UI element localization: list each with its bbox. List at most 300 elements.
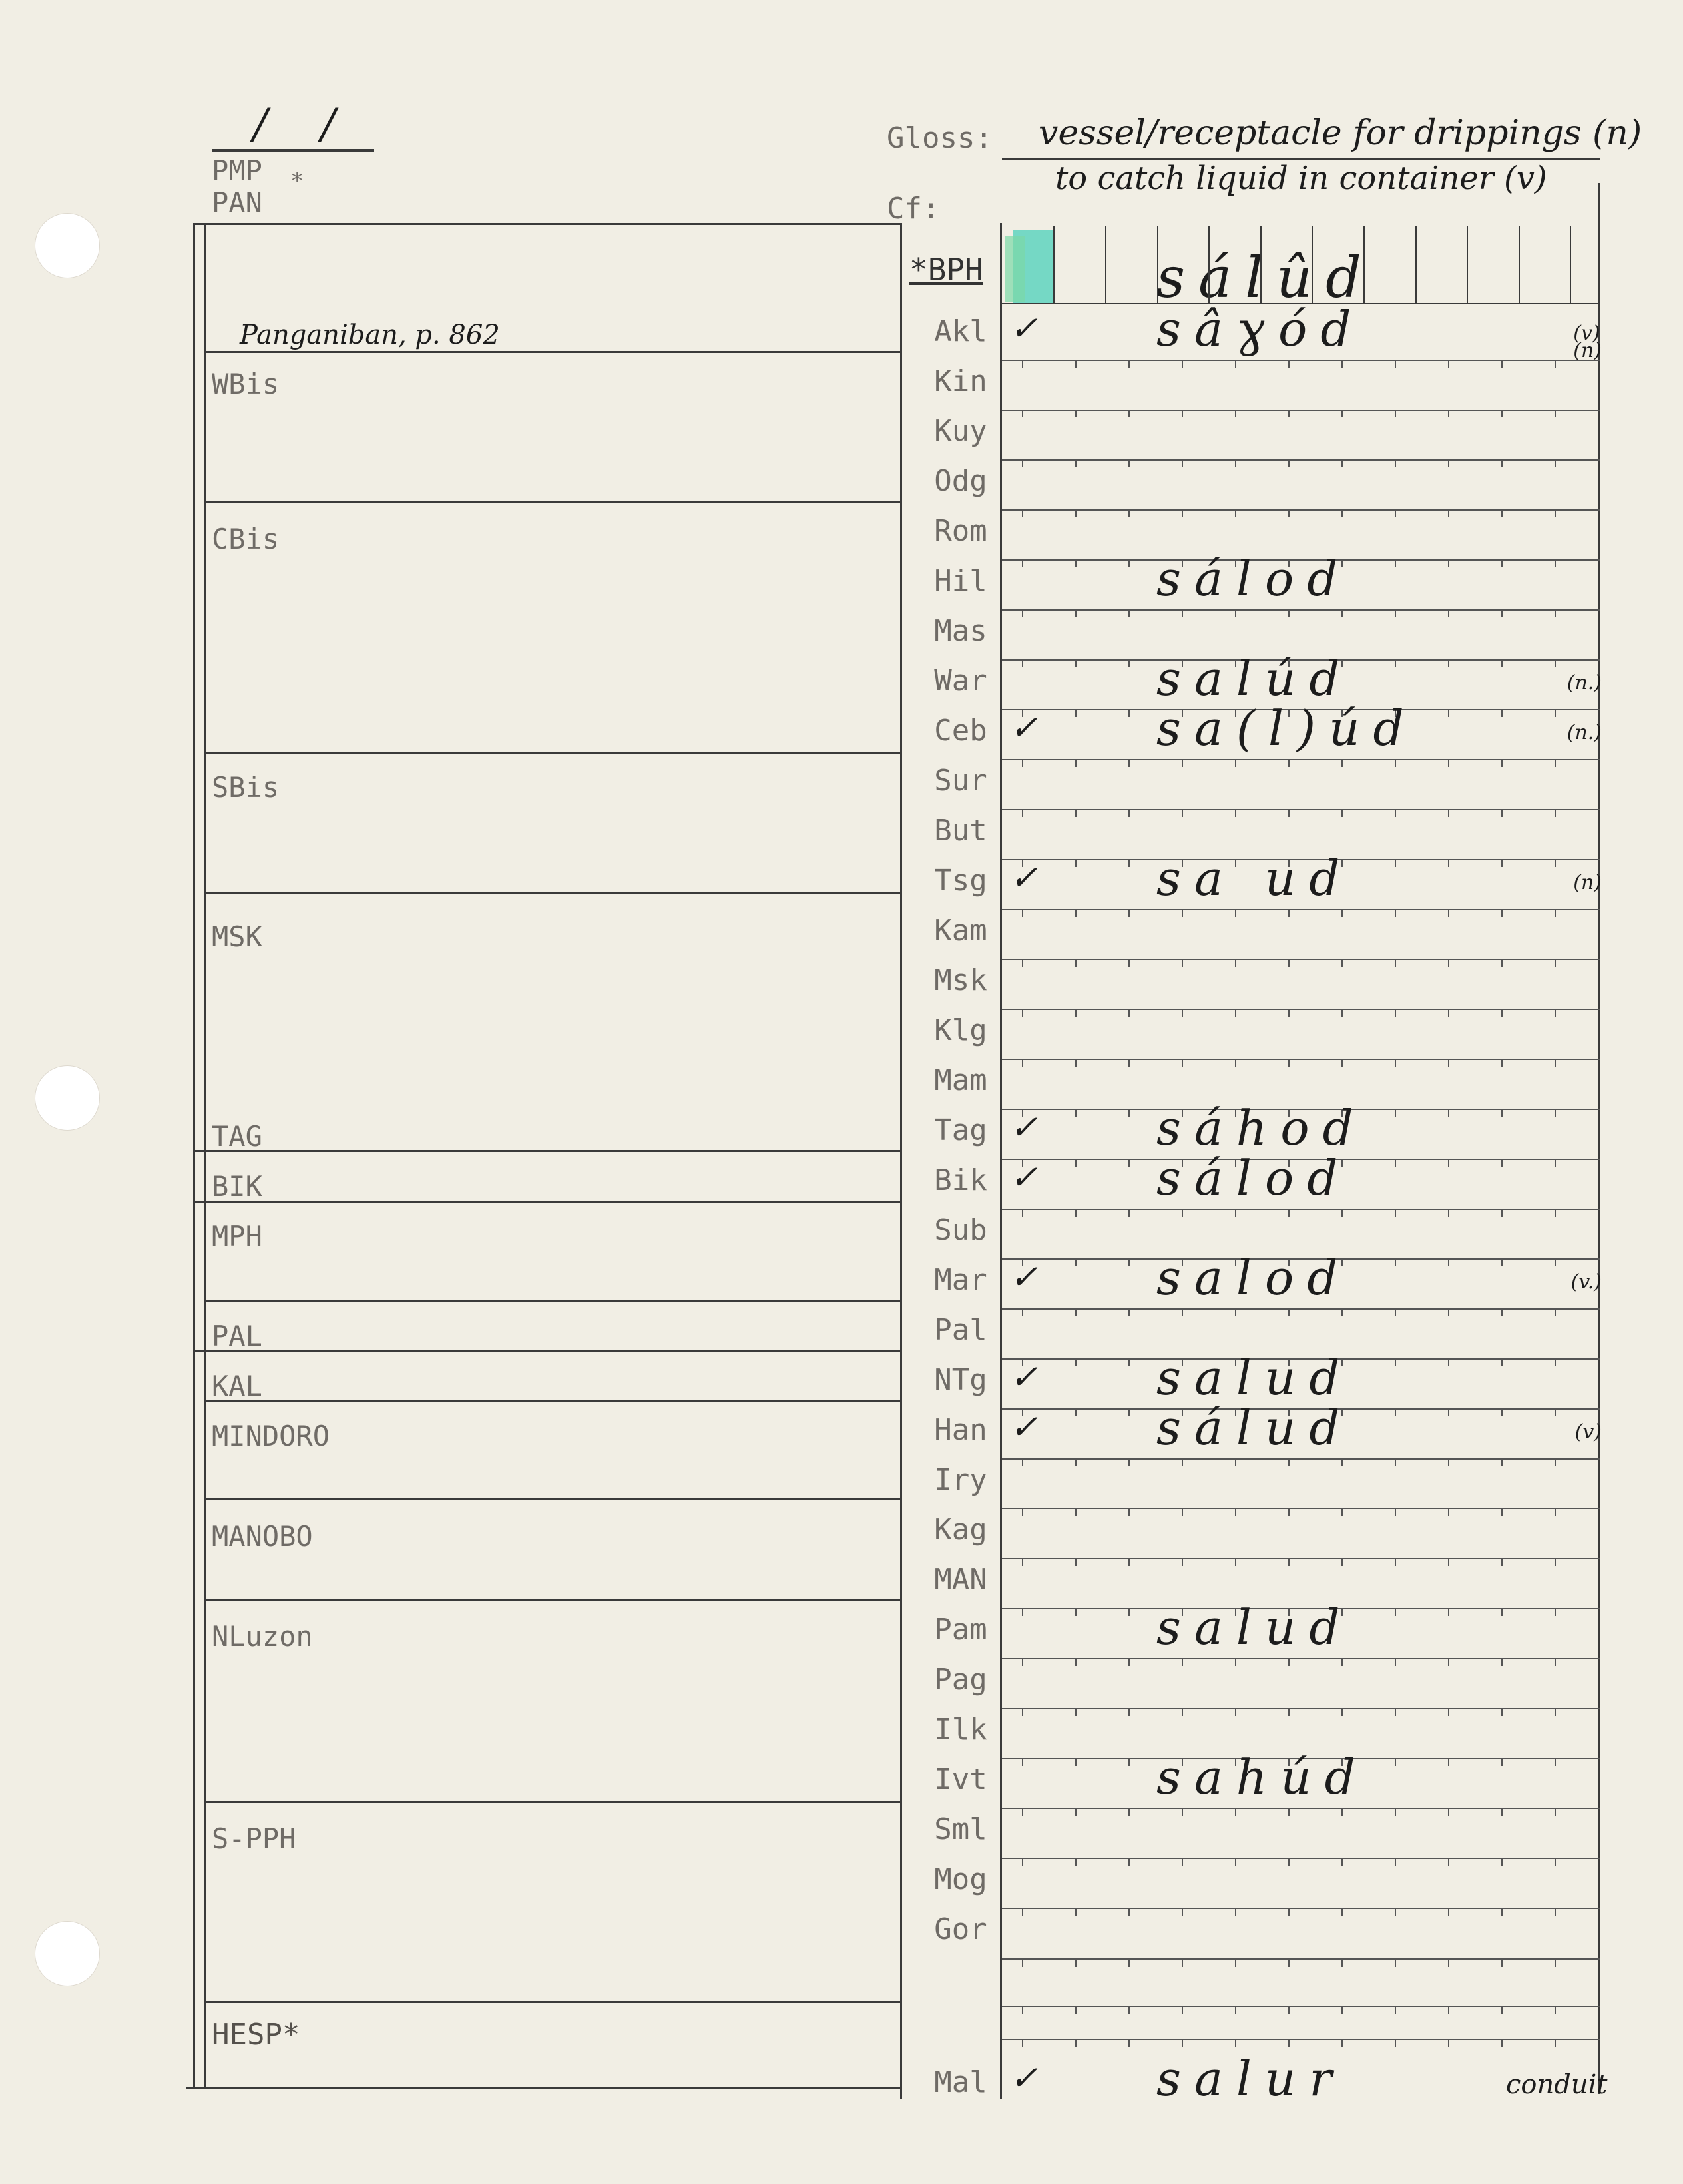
- row-tick: [1235, 509, 1236, 517]
- row-tick: [1182, 1908, 1183, 1916]
- row-rule: [1002, 809, 1600, 810]
- reflex-form: sálud: [1156, 1400, 1353, 1456]
- section-label-pal: PAL: [212, 1320, 262, 1352]
- row-tick: [1128, 459, 1130, 467]
- row-tick: [1235, 759, 1236, 767]
- reflex-form: sa(l)úd: [1156, 700, 1417, 756]
- gloss-text-2: to catch liquid in container (v): [1055, 160, 1547, 197]
- row-tick: [1288, 1658, 1290, 1666]
- lang-label-pam: Pam: [934, 1613, 987, 1647]
- row-tick: [1022, 1959, 1023, 1967]
- row-tick: [1128, 1959, 1130, 1967]
- row-tick: [1448, 459, 1449, 467]
- pan-star: *: [290, 168, 304, 194]
- row-tick: [1501, 859, 1503, 867]
- row-tick: [1448, 1508, 1449, 1516]
- frame-mid: [900, 223, 902, 2099]
- section-label-mph: MPH: [212, 1220, 262, 1252]
- row-tick: [1022, 1908, 1023, 1916]
- grammar-note: (v.): [1570, 1270, 1602, 1294]
- row-tick: [1501, 360, 1503, 368]
- row-tick: [1501, 609, 1503, 617]
- row-tick: [1022, 609, 1023, 617]
- gloss-label: Gloss:: [887, 121, 993, 155]
- row-tick: [1555, 1608, 1556, 1616]
- row-tick: [1288, 1959, 1290, 1967]
- row-tick: [1555, 1508, 1556, 1516]
- row-tick: [1555, 709, 1556, 717]
- row-tick: [1501, 1658, 1503, 1666]
- row-tick: [1448, 659, 1449, 667]
- bph-cell-line: [1467, 226, 1468, 303]
- row-tick: [1341, 1908, 1343, 1916]
- section-label-wbis: WBis: [212, 368, 280, 400]
- row-tick: [1341, 1558, 1343, 1566]
- row-rule: [1002, 410, 1600, 411]
- reflex-form: sa ud: [1156, 850, 1353, 906]
- row-tick: [1341, 2039, 1343, 2047]
- row-tick: [1395, 1758, 1396, 1766]
- row-tick: [1555, 509, 1556, 517]
- row-tick: [1341, 2006, 1343, 2014]
- bph-cell-line: [1260, 226, 1262, 303]
- check-mark: ✓: [1010, 1108, 1038, 1147]
- lang-label-mam: Mam: [934, 1063, 987, 1097]
- row-tick: [1075, 1608, 1077, 1616]
- row-tick: [1501, 1808, 1503, 1816]
- row-tick: [1022, 659, 1023, 667]
- row-tick: [1235, 1558, 1236, 1566]
- row-tick: [1022, 1608, 1023, 1616]
- row-tick: [1395, 1408, 1396, 1416]
- row-tick: [1501, 1959, 1503, 1967]
- row-rule: [1002, 1708, 1600, 1709]
- row-tick: [1075, 1708, 1077, 1716]
- row-tick: [1182, 809, 1183, 817]
- section-divider: [204, 501, 900, 503]
- section-label-mindoro: MINDORO: [212, 1420, 330, 1452]
- row-rule: [1002, 459, 1600, 461]
- row-rule: [1002, 1658, 1600, 1659]
- row-tick: [1075, 410, 1077, 417]
- mal-form: salur: [1156, 2051, 1345, 2107]
- row-rule: [1002, 1308, 1600, 1310]
- row-tick: [1075, 360, 1077, 368]
- row-tick: [1075, 1458, 1077, 1466]
- row-tick: [1128, 1408, 1130, 1416]
- row-tick: [1288, 2006, 1290, 2014]
- row-tick: [1235, 1808, 1236, 1816]
- row-tick: [1288, 1708, 1290, 1716]
- row-tick: [1235, 2039, 1236, 2047]
- row-tick: [1288, 360, 1290, 368]
- row-tick: [1182, 2039, 1183, 2047]
- row-tick: [1448, 1358, 1449, 1366]
- row-tick: [1075, 809, 1077, 817]
- lang-label-mas: Mas: [934, 614, 987, 648]
- row-tick: [1128, 1109, 1130, 1117]
- row-tick: [1501, 1908, 1503, 1916]
- row-tick: [1128, 809, 1130, 817]
- bph-cell-line: [1053, 226, 1055, 303]
- row-tick: [1395, 859, 1396, 867]
- lang-label-han: Han: [934, 1413, 987, 1447]
- row-tick: [1075, 1959, 1077, 1967]
- row-tick: [1341, 1508, 1343, 1516]
- row-tick: [1235, 360, 1236, 368]
- row-tick: [1288, 1558, 1290, 1566]
- row-rule: [1002, 2006, 1600, 2007]
- row-tick: [1182, 2006, 1183, 2014]
- row-tick: [1341, 1059, 1343, 1067]
- section-label-kal: KAL: [212, 1370, 262, 1402]
- row-tick: [1128, 1658, 1130, 1666]
- lang-label-klg: Klg: [934, 1013, 987, 1047]
- row-tick: [1128, 1009, 1130, 1017]
- lang-label-mog: Mog: [934, 1862, 987, 1896]
- lang-label-man: MAN: [934, 1563, 987, 1597]
- section-divider: [193, 1350, 900, 1352]
- row-tick: [1288, 759, 1290, 767]
- cf-label: Cf:: [887, 192, 940, 226]
- row-tick: [1235, 1708, 1236, 1716]
- row-tick: [1288, 410, 1290, 417]
- row-tick: [1448, 1658, 1449, 1666]
- row-tick: [1555, 1109, 1556, 1117]
- row-tick: [1341, 609, 1343, 617]
- row-tick: [1128, 1159, 1130, 1167]
- row-tick: [1555, 659, 1556, 667]
- row-rule: [1002, 1209, 1600, 1210]
- row-tick: [1448, 2039, 1449, 2047]
- row-tick: [1022, 1458, 1023, 1466]
- reflex-form: sálod: [1156, 1150, 1351, 1206]
- lang-label-ceb: Ceb: [934, 714, 987, 748]
- row-tick: [1128, 1508, 1130, 1516]
- lang-label-msk: Msk: [934, 963, 987, 997]
- frame-bottom: [186, 2087, 901, 2089]
- frame-left-outer: [193, 223, 195, 2087]
- lang-label-kin: Kin: [934, 364, 987, 398]
- row-tick: [1501, 809, 1503, 817]
- section-divider: [204, 1801, 900, 1803]
- row-tick: [1128, 1358, 1130, 1366]
- row-tick: [1501, 1758, 1503, 1766]
- row-tick: [1341, 909, 1343, 917]
- row-tick: [1288, 1059, 1290, 1067]
- lang-label-gor: Gor: [934, 1912, 987, 1946]
- row-tick: [1022, 410, 1023, 417]
- row-tick: [1128, 959, 1130, 967]
- row-tick: [1395, 1808, 1396, 1816]
- row-tick: [1075, 509, 1077, 517]
- row-tick: [1501, 909, 1503, 917]
- section-divider: [204, 752, 900, 754]
- highlight-mark: [1005, 236, 1025, 302]
- row-tick: [1235, 1308, 1236, 1316]
- row-tick: [1501, 1258, 1503, 1266]
- row-tick: [1022, 360, 1023, 368]
- row-tick: [1555, 1658, 1556, 1666]
- row-tick: [1501, 2039, 1503, 2047]
- row-tick: [1555, 609, 1556, 617]
- row-rule: [1002, 1059, 1600, 1060]
- row-tick: [1448, 1708, 1449, 1716]
- row-tick: [1075, 1408, 1077, 1416]
- lang-label-ntg: NTg: [934, 1363, 987, 1397]
- row-tick: [1555, 1009, 1556, 1017]
- row-tick: [1235, 410, 1236, 417]
- row-tick: [1501, 1109, 1503, 1117]
- row-tick: [1075, 559, 1077, 567]
- row-tick: [1448, 1858, 1449, 1866]
- row-tick: [1235, 959, 1236, 967]
- row-tick: [1288, 1908, 1290, 1916]
- frame-top: [193, 223, 901, 225]
- row-tick: [1022, 1009, 1023, 1017]
- check-mark: ✓: [1010, 708, 1038, 747]
- row-tick: [1448, 859, 1449, 867]
- lang-label-bik: Bik: [934, 1163, 987, 1197]
- row-tick: [1128, 759, 1130, 767]
- row-rule: [1002, 360, 1600, 361]
- row-tick: [1022, 1059, 1023, 1067]
- bph-cell-line: [1157, 226, 1158, 303]
- row-tick: [1075, 1308, 1077, 1316]
- row-tick: [1128, 1258, 1130, 1266]
- row-tick: [1555, 459, 1556, 467]
- row-tick: [1501, 709, 1503, 717]
- row-tick: [1448, 360, 1449, 368]
- row-tick: [1501, 1209, 1503, 1217]
- row-tick: [1182, 1558, 1183, 1566]
- row-tick: [1235, 1508, 1236, 1516]
- lang-label-akl: Akl: [934, 314, 987, 348]
- row-tick: [1395, 559, 1396, 567]
- section-divider: [204, 892, 900, 894]
- row-tick: [1075, 1159, 1077, 1167]
- row-tick: [1022, 1708, 1023, 1716]
- pmp-label: PMP: [212, 154, 262, 187]
- row-rule: [1002, 1808, 1600, 1809]
- row-tick: [1075, 1658, 1077, 1666]
- lang-label-iry: Iry: [934, 1463, 987, 1497]
- row-tick: [1182, 759, 1183, 767]
- row-tick: [1555, 1059, 1556, 1067]
- lang-label-tag: Tag: [934, 1113, 987, 1147]
- row-tick: [1501, 1358, 1503, 1366]
- row-rule: [1002, 609, 1600, 611]
- row-tick: [1448, 559, 1449, 567]
- punch-hole: [35, 1065, 100, 1131]
- row-rule: [1002, 509, 1600, 511]
- bph-label: *BPH: [909, 252, 983, 288]
- row-tick: [1235, 2006, 1236, 2014]
- row-tick: [1395, 1708, 1396, 1716]
- row-tick: [1288, 1858, 1290, 1866]
- lang-label-rom: Rom: [934, 514, 987, 548]
- lang-label-sub: Sub: [934, 1213, 987, 1247]
- section-divider: [193, 1150, 900, 1152]
- row-tick: [1182, 609, 1183, 617]
- row-tick: [1182, 1458, 1183, 1466]
- row-tick: [1395, 509, 1396, 517]
- row-tick: [1182, 1009, 1183, 1017]
- row-tick: [1501, 1558, 1503, 1566]
- section-label-hesp: HESP*: [212, 2018, 300, 2051]
- row-tick: [1555, 1808, 1556, 1816]
- row-tick: [1022, 1558, 1023, 1566]
- row-tick: [1395, 959, 1396, 967]
- row-tick: [1501, 1308, 1503, 1316]
- row-tick: [1128, 509, 1130, 517]
- row-tick: [1555, 559, 1556, 567]
- row-tick: [1075, 1908, 1077, 1916]
- row-tick: [1395, 1608, 1396, 1616]
- row-tick: [1395, 410, 1396, 417]
- punch-hole: [35, 213, 100, 278]
- row-tick: [1555, 2006, 1556, 2014]
- section-divider: [204, 1300, 900, 1302]
- row-tick: [1448, 609, 1449, 617]
- row-tick: [1235, 1858, 1236, 1866]
- row-tick: [1501, 559, 1503, 567]
- lang-label-war: War: [934, 664, 987, 698]
- row-tick: [1555, 1209, 1556, 1217]
- row-tick: [1341, 759, 1343, 767]
- row-tick: [1448, 959, 1449, 967]
- row-tick: [1501, 1608, 1503, 1616]
- row-rule: [1002, 1959, 1600, 1960]
- row-tick: [1128, 1209, 1130, 1217]
- row-tick: [1448, 410, 1449, 417]
- source-note: Panganiban, p. 862: [240, 320, 500, 350]
- row-tick: [1235, 809, 1236, 817]
- row-tick: [1022, 1808, 1023, 1816]
- row-tick: [1341, 410, 1343, 417]
- row-tick: [1555, 909, 1556, 917]
- row-tick: [1555, 1858, 1556, 1866]
- row-tick: [1075, 1258, 1077, 1266]
- row-tick: [1075, 609, 1077, 617]
- row-tick: [1022, 1209, 1023, 1217]
- section-divider: [204, 2001, 900, 2003]
- row-tick: [1128, 909, 1130, 917]
- row-tick: [1448, 1059, 1449, 1067]
- row-tick: [1501, 2006, 1503, 2014]
- row-tick: [1341, 1808, 1343, 1816]
- row-tick: [1555, 2039, 1556, 2047]
- grammar-note: (n): [1573, 871, 1602, 894]
- row-tick: [1555, 1959, 1556, 1967]
- row-tick: [1128, 1808, 1130, 1816]
- lang-label-hil: Hil: [934, 564, 987, 598]
- row-tick: [1075, 1808, 1077, 1816]
- row-tick: [1448, 909, 1449, 917]
- section-label-manobo: MANOBO: [212, 1520, 313, 1553]
- row-tick: [1182, 1059, 1183, 1067]
- row-tick: [1182, 509, 1183, 517]
- row-rule: [1002, 959, 1600, 960]
- reflex-form: salod: [1156, 1250, 1351, 1306]
- check-mark: ✓: [1010, 1258, 1038, 1296]
- row-tick: [1128, 410, 1130, 417]
- row-tick: [1075, 1009, 1077, 1017]
- bph-cell-line: [1208, 226, 1210, 303]
- row-tick: [1395, 1458, 1396, 1466]
- section-label-tag: TAG: [212, 1120, 262, 1153]
- row-tick: [1395, 1109, 1396, 1117]
- row-tick: [1395, 1159, 1396, 1167]
- row-tick: [1288, 459, 1290, 467]
- row-tick: [1448, 1758, 1449, 1766]
- row-tick: [1235, 609, 1236, 617]
- row-tick: [1501, 1408, 1503, 1416]
- row-tick: [1395, 1009, 1396, 1017]
- row-tick: [1341, 1009, 1343, 1017]
- row-rule: [1002, 1009, 1600, 1010]
- row-tick: [1182, 360, 1183, 368]
- row-tick: [1075, 1558, 1077, 1566]
- row-tick: [1182, 1209, 1183, 1217]
- reflex-form: sálod: [1156, 551, 1351, 607]
- check-mark: ✓: [1010, 858, 1038, 897]
- row-tick: [1235, 1209, 1236, 1217]
- row-rule: [1002, 1508, 1600, 1509]
- row-tick: [1448, 709, 1449, 717]
- row-tick: [1235, 909, 1236, 917]
- row-tick: [1341, 1959, 1343, 1967]
- lang-label-kuy: Kuy: [934, 414, 987, 448]
- row-tick: [1075, 709, 1077, 717]
- row-tick: [1075, 859, 1077, 867]
- lang-label-pal: Pal: [934, 1313, 987, 1347]
- section-label-bik: BIK: [212, 1170, 262, 1203]
- bph-cell-line: [1312, 226, 1313, 303]
- row-tick: [1341, 959, 1343, 967]
- lang-label-sml: Sml: [934, 1812, 987, 1846]
- row-tick: [1022, 459, 1023, 467]
- row-tick: [1022, 1658, 1023, 1666]
- row-tick: [1341, 1209, 1343, 1217]
- row-tick: [1128, 859, 1130, 867]
- row-tick: [1182, 1959, 1183, 1967]
- row-tick: [1128, 1758, 1130, 1766]
- row-tick: [1128, 1708, 1130, 1716]
- row-tick: [1395, 809, 1396, 817]
- row-tick: [1022, 1308, 1023, 1316]
- row-tick: [1075, 459, 1077, 467]
- pan-label: PAN: [212, 186, 262, 219]
- row-tick: [1022, 909, 1023, 917]
- row-rule: [1002, 2039, 1600, 2040]
- row-tick: [1555, 959, 1556, 967]
- row-tick: [1022, 1858, 1023, 1866]
- row-tick: [1555, 1308, 1556, 1316]
- row-tick: [1075, 1209, 1077, 1217]
- row-tick: [1555, 1708, 1556, 1716]
- row-tick: [1501, 1009, 1503, 1017]
- row-tick: [1182, 1808, 1183, 1816]
- section-label-msk: MSK: [212, 920, 262, 953]
- check-mark: ✓: [1010, 309, 1038, 348]
- row-rule: [1002, 759, 1600, 760]
- row-tick: [1501, 759, 1503, 767]
- row-tick: [1395, 609, 1396, 617]
- check-mark: ✓: [1010, 1358, 1038, 1396]
- row-tick: [1075, 1758, 1077, 1766]
- row-tick: [1395, 1658, 1396, 1666]
